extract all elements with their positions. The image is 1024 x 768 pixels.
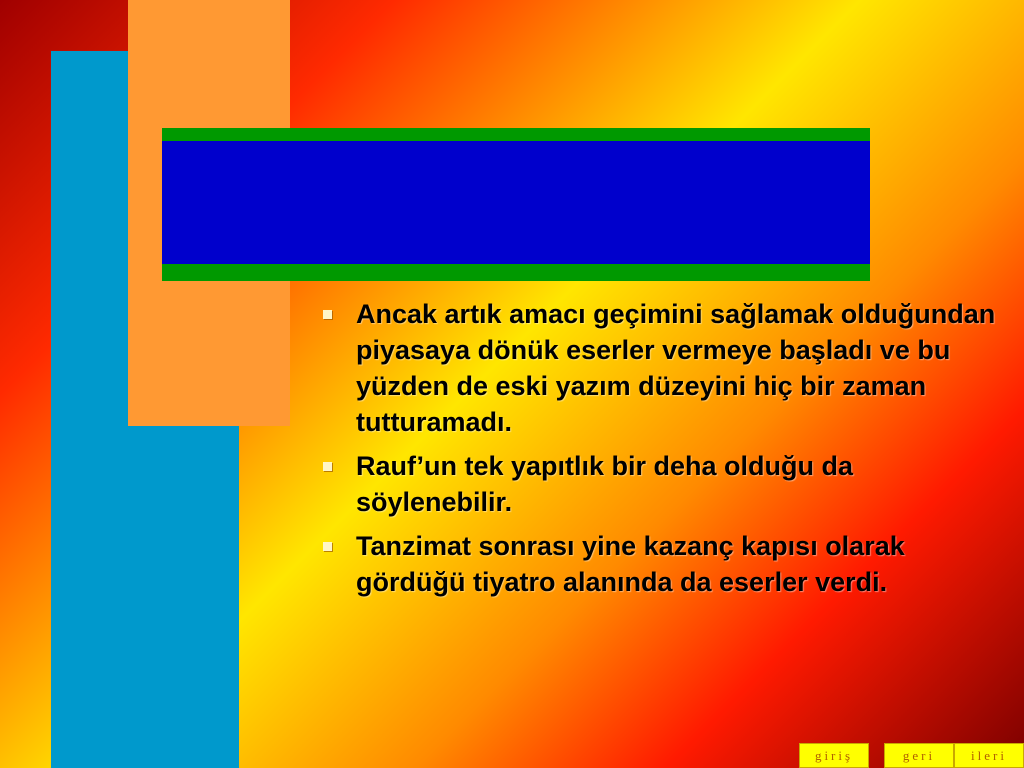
bullet-text: Rauf’un tek yapıtlık bir deha olduğu da söylenebilir.	[356, 451, 854, 517]
title-band	[162, 128, 870, 281]
bullet-text: Tanzimat sonrası yine kazanç kapısı olarak gördüğü tiyatro alanında da eserler verdi.	[356, 531, 905, 597]
bullet-list	[312, 296, 1002, 608]
bullet-square-icon	[323, 310, 332, 319]
bullet-item	[312, 528, 1002, 600]
bullet-square-icon	[323, 462, 332, 471]
bullet-square-icon	[323, 542, 332, 551]
bullet-item	[312, 448, 1002, 520]
nav-group-left	[799, 743, 869, 768]
giris-button[interactable]: giriş	[799, 743, 869, 768]
ileri-button[interactable]: ileri	[954, 743, 1024, 768]
nav-group-right	[884, 743, 1024, 768]
geri-button[interactable]: geri	[884, 743, 954, 768]
title-box	[162, 141, 870, 264]
bullet-text: Ancak artık amacı geçimini sağlamak olduğundan piyasaya dönük eserler vermeye başladı ve bu yüzden de eski yazım düzeyini hiç bir zaman tutturamadı.	[356, 299, 996, 437]
bullet-item	[312, 296, 1002, 440]
